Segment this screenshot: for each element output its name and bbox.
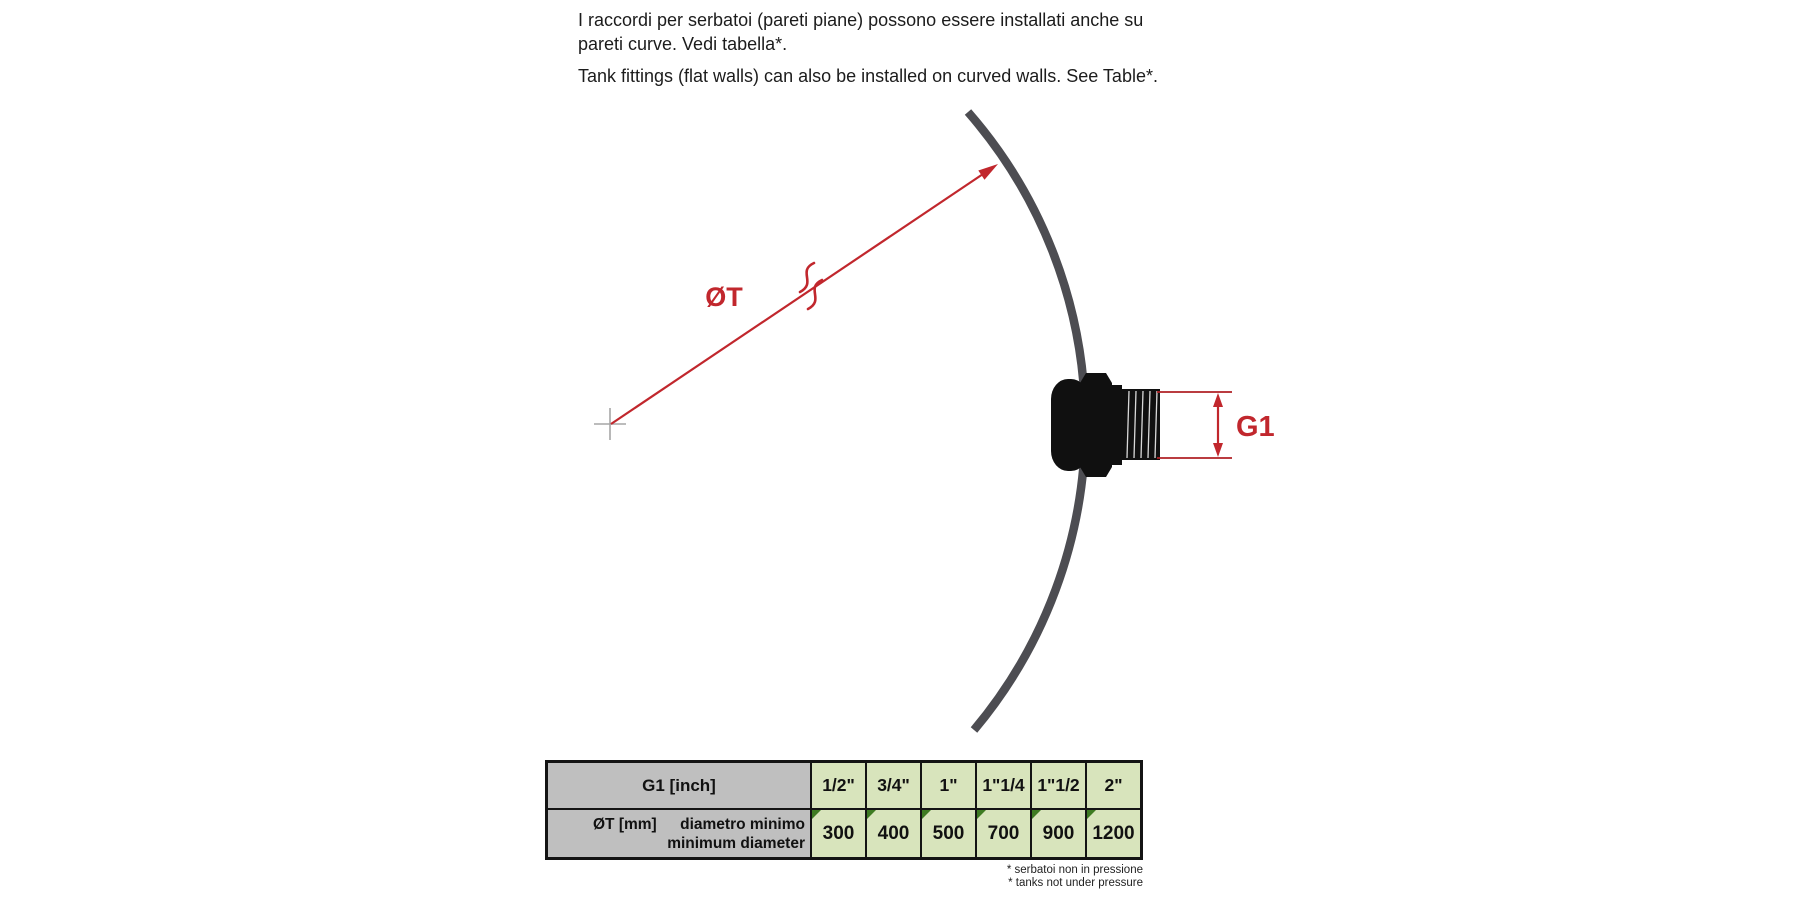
size-column-header: 1" — [922, 763, 975, 808]
g1-dimension — [1157, 392, 1275, 458]
radius-dimension-line — [611, 174, 983, 424]
table-header-g1: G1 [inch] — [548, 763, 810, 808]
table-row-label — [548, 810, 810, 857]
min-diameter-value: 700 — [977, 810, 1030, 857]
min-diameter-value: 1200 — [1087, 810, 1140, 857]
size-column-header: 1"1/4 — [977, 763, 1030, 808]
fitting-collar — [1112, 385, 1122, 465]
fitting-hex-nut — [1080, 373, 1112, 477]
intro-it-line2: pareti curve. Vedi tabella*. — [578, 34, 788, 54]
tank-fitting — [1051, 373, 1160, 477]
g1-arrowhead-bottom-icon — [1213, 443, 1223, 457]
size-column-header: 2" — [1087, 763, 1140, 808]
min-diameter-value: 300 — [812, 810, 865, 857]
footnotes — [743, 864, 1143, 890]
center-crosshair-icon — [594, 408, 626, 440]
min-diameter-value: 400 — [867, 810, 920, 857]
g1-arrowhead-top-icon — [1213, 393, 1223, 407]
min-diameter-value: 500 — [922, 810, 975, 857]
footnote-it: * serbatoi non in pressione — [1006, 864, 1143, 876]
row-label-ot: ØT [mm] — [593, 815, 657, 833]
break-curve-1 — [800, 263, 814, 292]
size-column-header: 1/2" — [812, 763, 865, 808]
intro-it-line1: I raccordi per serbatoi (pareti piane) possono essere installati anche su — [578, 10, 1144, 30]
min-diameter-value: 900 — [1032, 810, 1085, 857]
break-mark-icon — [800, 263, 822, 309]
diameter-label: ØT — [705, 282, 743, 312]
row-sublabel-it: diametro minimo — [680, 815, 805, 833]
radius-arrowhead-icon — [978, 164, 998, 180]
spec-table — [545, 760, 1143, 860]
intro-en-line: Tank fittings (flat walls) can also be installed on curved walls. See Table*. — [578, 66, 1158, 86]
thread-size-label: G1 — [1236, 411, 1275, 443]
row-sublabel-en: minimum diameter — [667, 834, 805, 852]
size-column-header: 1"1/2 — [1032, 763, 1085, 808]
size-column-header: 3/4" — [867, 763, 920, 808]
footnote-en: * tanks not under pressure — [1008, 877, 1143, 889]
